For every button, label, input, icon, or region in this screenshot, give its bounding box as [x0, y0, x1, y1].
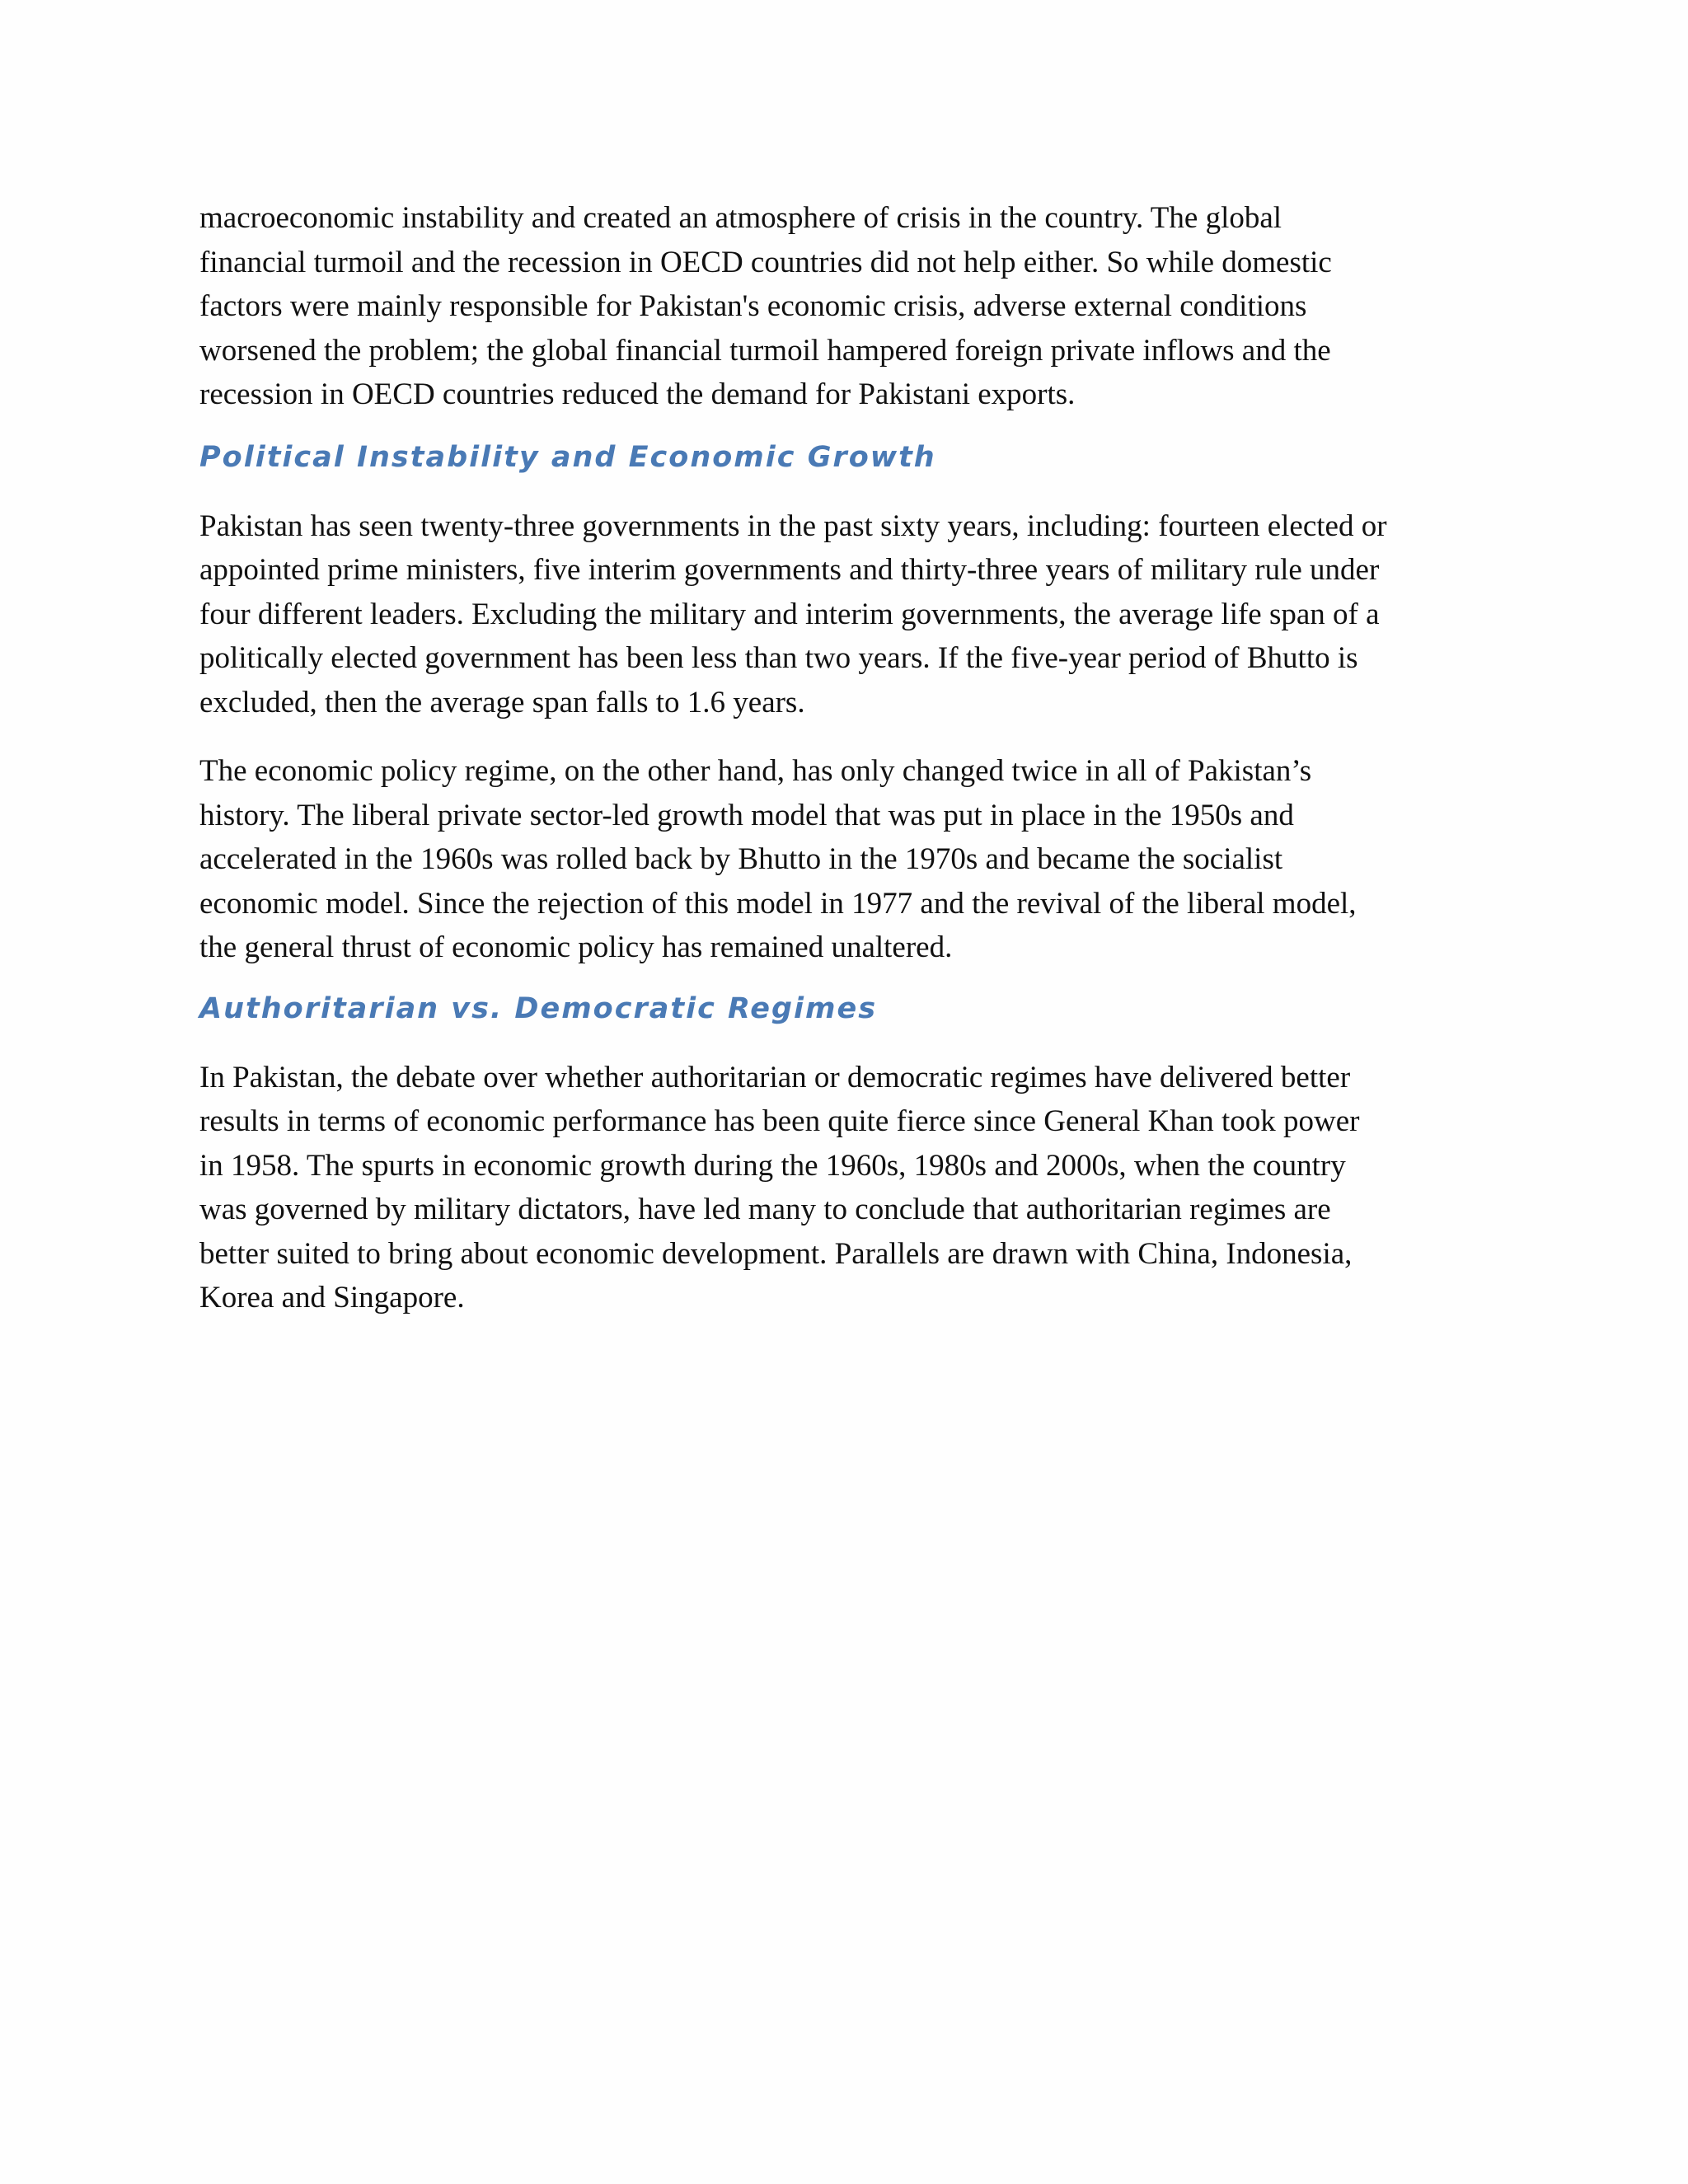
- paragraph-regime-debate: [199, 1056, 1502, 1320]
- text-line: politically elected government has been less than two years. If the five-year period of Bhutto is: [199, 641, 1358, 675]
- text-line: The economic policy regime, on the other hand, has only changed twice in all of Pakistan’s: [199, 754, 1312, 788]
- text-line: worsened the problem; the global financial turmoil hampered foreign private inflows and the: [199, 333, 1331, 368]
- text-line: four different leaders. Excluding the military and interim governments, the average life span of a: [199, 597, 1380, 631]
- text-line: excluded, then the average span falls to 1.6 years.: [199, 685, 805, 719]
- paragraph-governments: [199, 504, 1502, 725]
- text-line: in 1958. The spurts in economic growth during the 1960s, 1980s and 2000s, when the country: [199, 1148, 1346, 1183]
- paragraph-crisis-context: [199, 196, 1502, 417]
- text-line: accelerated in the 1960s was rolled back by Bhutto in the 1970s and became the socialist: [199, 842, 1283, 876]
- text-line: factors were mainly responsible for Pakistan's economic crisis, adverse external conditions: [199, 289, 1307, 323]
- text-line: Pakistan has seen twenty-three governments in the past sixty years, including: fourteen elected or: [199, 509, 1387, 543]
- text-line: In Pakistan, the debate over whether authoritarian or democratic regimes have delivered better: [199, 1060, 1351, 1094]
- section-heading-authoritarian-vs-democratic: Authoritarian vs. Democratic Regimes: [199, 991, 878, 1025]
- document-body: [199, 196, 1502, 1320]
- text-line: Korea and Singapore.: [199, 1281, 465, 1315]
- text-line: macroeconomic instability and created an atmosphere of crisis in the country. The global: [199, 201, 1282, 235]
- text-line: better suited to bring about economic development. Parallels are drawn with China, Indonesia,: [199, 1236, 1353, 1271]
- paragraph-policy-regime: [199, 749, 1502, 970]
- text-line: history. The liberal private sector-led growth model that was put in place in the 1950s and: [199, 798, 1294, 832]
- text-line: financial turmoil and the recession in OECD countries did not help either. So while domestic: [199, 245, 1332, 279]
- text-line: recession in OECD countries reduced the demand for Pakistani exports.: [199, 377, 1076, 411]
- section-heading-political-instability: Political Instability and Economic Growth: [199, 440, 936, 474]
- text-line: appointed prime ministers, five interim governments and thirty-three years of military rule under: [199, 553, 1380, 587]
- text-line: the general thrust of economic policy has remained unaltered.: [199, 930, 953, 964]
- text-line: results in terms of economic performance has been quite fierce since General Khan took power: [199, 1104, 1360, 1138]
- text-line: economic model. Since the rejection of this model in 1977 and the revival of the liberal model,: [199, 886, 1357, 921]
- text-line: was governed by military dictators, have led many to conclude that authoritarian regimes are: [199, 1193, 1331, 1226]
